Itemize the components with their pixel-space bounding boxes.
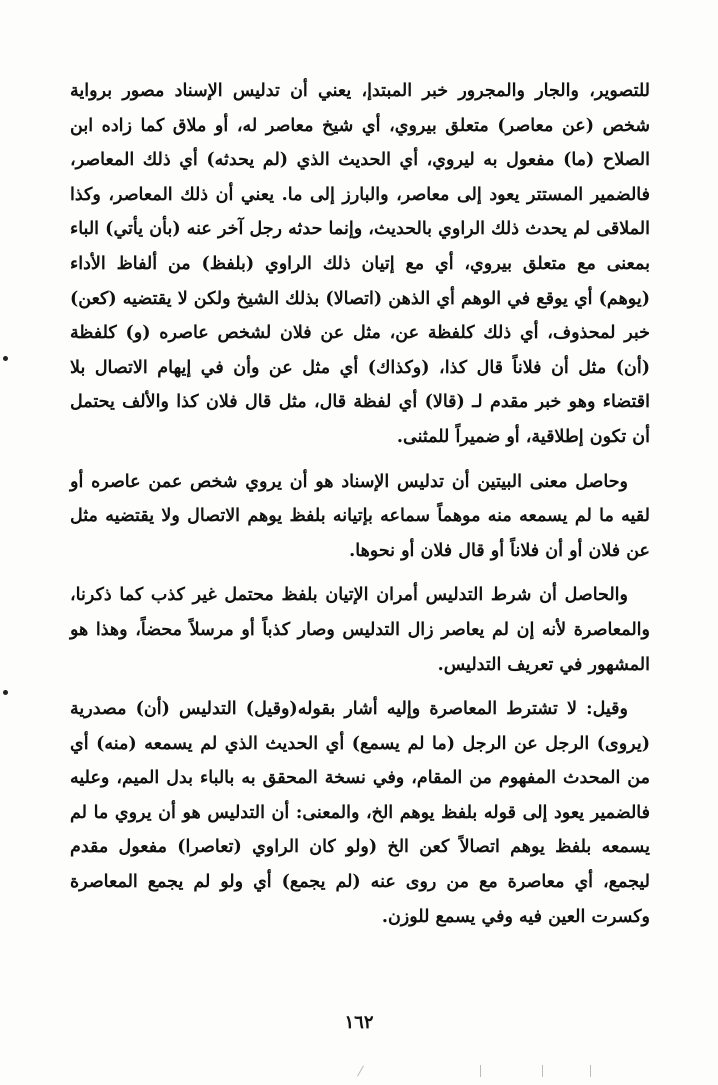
paragraph-summary-verses: وحاصل معنى البيتين أن تدليس الإسناد هو أن يروي شخص عمن عاصره أو لقيه ما لم يسمعه منه موهماً سماعه بإتيانه بلفظ يوهم الاتصال ولا يقتضيه مثل عن فلان أو أن فلاناً أو قال فلان أو نحوها. — [70, 471, 650, 561]
paragraph-conditions: والحاصل أن شرط التدليس أمران الإتيان بلفظ محتمل غير كذب كما ذكرنا، والمعاصرة لأنه إن لم يعاصر زال التدليس وصار كذباً أو مرسلاً محضاً، وهذا هو المشهور في تعريف التدليس. — [70, 585, 650, 675]
scan-mark — [542, 1065, 543, 1077]
margin-dot — [3, 356, 8, 361]
scan-mark — [590, 1065, 591, 1077]
scan-mark — [480, 1065, 481, 1077]
paragraph-alternative-view: وقيل: لا تشترط المعاصرة وإليه أشار بقوله(وقيل) التدليس (أن) مصدرية (يروى) الرجل عن الرجل (ما لم يسمع) أي الحديث الذي لم يسمعه (منه) أي من المحدث المفهوم من المقام، وفي نسخة المحقق به بالباء بدل الميم، وعليه فالضمير يعود إلى قوله بلفظ يوهم الخ، والمعنى: أن التدليس هو أن يروي ما لم يسمعه بلفظ يوهم اتصالاً كعن الخ (ولو كان الراوي (تعاصرا) مفعول مقدم ليجمع، أي معاصرة مع من روى عنه (لم يجمع) أي ولو لم يجمع المعاصرة وكسرت العين فيه وفي يسمع للوزن. — [70, 699, 650, 927]
margin-dot — [3, 690, 8, 695]
scan-mark — [357, 1066, 364, 1077]
paragraph-commentary: للتصوير، والجار والمجرور خبر المبتدإ، يعني أن تدليس الإسناد مصور برواية شخص (عن معاصر) متعلق بيروي، أي شيخ معاصر له، أو ملاق كما زاده ابن الصلاح (ما) مفعول به ليروي، أي الحديث الذي (لم يحدثه) أي ذلك المعاصر، فالضمير المستتر يعود إلى معاصر، والبارز إلى ما. يعني أن ذلك المعاصر، وكذا الملاقى لم يحدث ذلك الراوي بالحديث، وإنما حدثه رجل آخر عنه (بأن يأتي) الباء بمعنى مع متعلق بيروي، أي مع إتيان ذلك الراوي (بلفظ) من ألفاظ الأداء (يوهم) أي يوقع في الوهم أي الذهن (اتصالا) بذلك الشيخ ولكن لا يقتضيه (كعن) خبر لمحذوف، أي ذلك كلفظة عن، مثل عن فلان لشخص عاصره (و) كلفظة (أن) مثل أن فلاناً قال كذا، (وكذاك) أي مثل عن وأن في إيهام الاتصال بلا اقتضاء وهو خبر مقدم لـ (قالا) أي لفظة قال، مثل قال فلان كذا والألف يحتمل أن تكون إطلاقية، أو ضميراً للمثنى. — [70, 81, 650, 447]
page-body — [70, 74, 650, 934]
page-number: ١٦٢ — [344, 1012, 374, 1033]
